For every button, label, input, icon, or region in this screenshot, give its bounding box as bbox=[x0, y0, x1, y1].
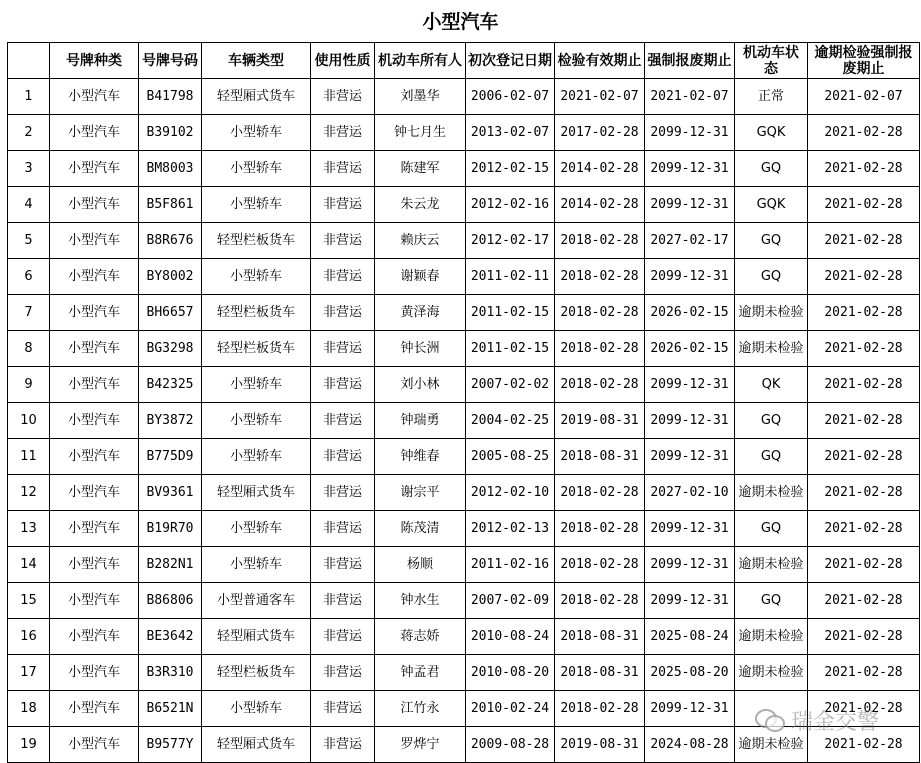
owner-cell: 陈建军 bbox=[375, 151, 466, 187]
table-body bbox=[8, 79, 920, 763]
overdue-scrap-date-cell: 2021-02-28 bbox=[808, 511, 920, 547]
usage-nature-cell: 非营运 bbox=[311, 331, 375, 367]
first-registration-date-cell: 2010-08-24 bbox=[466, 619, 555, 655]
usage-nature-cell: 非营运 bbox=[311, 511, 375, 547]
owner-cell: 钟瑞勇 bbox=[375, 403, 466, 439]
owner-cell: 钟水生 bbox=[375, 583, 466, 619]
first-registration-date-cell: 2012-02-10 bbox=[466, 475, 555, 511]
inspection-valid-until-cell: 2018-08-31 bbox=[555, 619, 645, 655]
first-registration-date-cell: 2010-02-24 bbox=[466, 691, 555, 727]
inspection-valid-until-cell: 2019-08-31 bbox=[555, 727, 645, 763]
row-index-cell: 1 bbox=[8, 79, 50, 115]
vehicle-status-cell: 逾期未检验 bbox=[735, 547, 808, 583]
vehicle-status-cell: 逾期未检验 bbox=[735, 655, 808, 691]
owner-cell: 陈茂清 bbox=[375, 511, 466, 547]
plate-type-cell: 小型汽车 bbox=[50, 223, 139, 259]
row-index-cell: 14 bbox=[8, 547, 50, 583]
row-index-cell: 15 bbox=[8, 583, 50, 619]
plate-type-cell: 小型汽车 bbox=[50, 655, 139, 691]
plate-type-cell: 小型汽车 bbox=[50, 439, 139, 475]
mandatory-scrap-date-cell: 2024-08-28 bbox=[645, 727, 735, 763]
plate-number-cell: B41798 bbox=[139, 79, 202, 115]
vehicle-type-cell: 小型轿车 bbox=[202, 439, 311, 475]
usage-nature-cell: 非营运 bbox=[311, 619, 375, 655]
mandatory-scrap-date-cell: 2099-12-31 bbox=[645, 691, 735, 727]
plate-number-cell: B6521N bbox=[139, 691, 202, 727]
table-row bbox=[8, 475, 920, 511]
column-header bbox=[8, 43, 50, 79]
overdue-scrap-date-cell: 2021-02-28 bbox=[808, 691, 920, 727]
table-row bbox=[8, 403, 920, 439]
vehicle-type-cell: 小型轿车 bbox=[202, 115, 311, 151]
column-header: 机动车状态 bbox=[735, 43, 808, 79]
table-row bbox=[8, 295, 920, 331]
column-header: 机动车所有人 bbox=[375, 43, 466, 79]
inspection-valid-until-cell: 2018-08-31 bbox=[555, 655, 645, 691]
vehicle-type-cell: 轻型栏板货车 bbox=[202, 223, 311, 259]
vehicle-type-cell: 小型轿车 bbox=[202, 259, 311, 295]
plate-number-cell: B9577Y bbox=[139, 727, 202, 763]
inspection-valid-until-cell: 2021-02-07 bbox=[555, 79, 645, 115]
usage-nature-cell: 非营运 bbox=[311, 655, 375, 691]
table-row bbox=[8, 79, 920, 115]
plate-type-cell: 小型汽车 bbox=[50, 691, 139, 727]
inspection-valid-until-cell: 2018-02-28 bbox=[555, 367, 645, 403]
mandatory-scrap-date-cell: 2099-12-31 bbox=[645, 151, 735, 187]
mandatory-scrap-date-cell: 2021-02-07 bbox=[645, 79, 735, 115]
vehicle-type-cell: 轻型厢式货车 bbox=[202, 79, 311, 115]
inspection-valid-until-cell: 2018-02-28 bbox=[555, 475, 645, 511]
inspection-valid-until-cell: 2018-02-28 bbox=[555, 691, 645, 727]
table-row bbox=[8, 727, 920, 763]
plate-number-cell: BY8002 bbox=[139, 259, 202, 295]
vehicle-status-cell: 逾期未检验 bbox=[735, 727, 808, 763]
plate-number-cell: BH6657 bbox=[139, 295, 202, 331]
first-registration-date-cell: 2011-02-15 bbox=[466, 295, 555, 331]
owner-cell: 刘墨华 bbox=[375, 79, 466, 115]
usage-nature-cell: 非营运 bbox=[311, 187, 375, 223]
usage-nature-cell: 非营运 bbox=[311, 547, 375, 583]
row-index-cell: 18 bbox=[8, 691, 50, 727]
overdue-scrap-date-cell: 2021-02-28 bbox=[808, 187, 920, 223]
plate-type-cell: 小型汽车 bbox=[50, 511, 139, 547]
row-index-cell: 5 bbox=[8, 223, 50, 259]
table-row bbox=[8, 583, 920, 619]
usage-nature-cell: 非营运 bbox=[311, 439, 375, 475]
owner-cell: 江竹永 bbox=[375, 691, 466, 727]
vehicle-status-cell: GQ bbox=[735, 511, 808, 547]
first-registration-date-cell: 2009-08-28 bbox=[466, 727, 555, 763]
vehicle-status-cell: 逾期未检验 bbox=[735, 619, 808, 655]
overdue-scrap-date-cell: 2021-02-28 bbox=[808, 223, 920, 259]
row-index-cell: 19 bbox=[8, 727, 50, 763]
usage-nature-cell: 非营运 bbox=[311, 583, 375, 619]
owner-cell: 朱云龙 bbox=[375, 187, 466, 223]
table-row bbox=[8, 151, 920, 187]
overdue-scrap-date-cell: 2021-02-28 bbox=[808, 727, 920, 763]
owner-cell: 钟孟君 bbox=[375, 655, 466, 691]
plate-number-cell: BV9361 bbox=[139, 475, 202, 511]
mandatory-scrap-date-cell: 2099-12-31 bbox=[645, 115, 735, 151]
row-index-cell: 12 bbox=[8, 475, 50, 511]
vehicle-type-cell: 轻型厢式货车 bbox=[202, 475, 311, 511]
overdue-scrap-date-cell: 2021-02-28 bbox=[808, 403, 920, 439]
vehicle-status-cell: GQK bbox=[735, 115, 808, 151]
column-header: 强制报废期止 bbox=[645, 43, 735, 79]
vehicle-status-cell: GQ bbox=[735, 439, 808, 475]
vehicle-type-cell: 小型轿车 bbox=[202, 511, 311, 547]
inspection-valid-until-cell: 2018-02-28 bbox=[555, 547, 645, 583]
inspection-valid-until-cell: 2018-02-28 bbox=[555, 583, 645, 619]
row-index-cell: 16 bbox=[8, 619, 50, 655]
vehicle-status-cell: GQ bbox=[735, 259, 808, 295]
inspection-valid-until-cell: 2018-02-28 bbox=[555, 259, 645, 295]
owner-cell: 杨顺 bbox=[375, 547, 466, 583]
inspection-valid-until-cell: 2019-08-31 bbox=[555, 403, 645, 439]
vehicle-type-cell: 小型轿车 bbox=[202, 403, 311, 439]
row-index-cell: 9 bbox=[8, 367, 50, 403]
plate-number-cell: B86806 bbox=[139, 583, 202, 619]
overdue-scrap-date-cell: 2021-02-07 bbox=[808, 79, 920, 115]
plate-type-cell: 小型汽车 bbox=[50, 367, 139, 403]
overdue-scrap-date-cell: 2021-02-28 bbox=[808, 619, 920, 655]
overdue-scrap-date-cell: 2021-02-28 bbox=[808, 547, 920, 583]
plate-type-cell: 小型汽车 bbox=[50, 187, 139, 223]
first-registration-date-cell: 2005-08-25 bbox=[466, 439, 555, 475]
row-index-cell: 10 bbox=[8, 403, 50, 439]
owner-cell: 谢颖春 bbox=[375, 259, 466, 295]
mandatory-scrap-date-cell: 2099-12-31 bbox=[645, 583, 735, 619]
vehicle-type-cell: 轻型厢式货车 bbox=[202, 727, 311, 763]
plate-type-cell: 小型汽车 bbox=[50, 727, 139, 763]
first-registration-date-cell: 2012-02-16 bbox=[466, 187, 555, 223]
plate-type-cell: 小型汽车 bbox=[50, 475, 139, 511]
overdue-scrap-date-cell: 2021-02-28 bbox=[808, 115, 920, 151]
owner-cell: 刘小林 bbox=[375, 367, 466, 403]
mandatory-scrap-date-cell: 2099-12-31 bbox=[645, 367, 735, 403]
first-registration-date-cell: 2007-02-09 bbox=[466, 583, 555, 619]
row-index-cell: 2 bbox=[8, 115, 50, 151]
vehicle-type-cell: 小型轿车 bbox=[202, 547, 311, 583]
plate-number-cell: BM8003 bbox=[139, 151, 202, 187]
table-row bbox=[8, 619, 920, 655]
first-registration-date-cell: 2004-02-25 bbox=[466, 403, 555, 439]
vehicle-status-cell: 逾期未检验 bbox=[735, 475, 808, 511]
page-title: 小型汽车 bbox=[422, 11, 499, 33]
first-registration-date-cell: 2013-02-07 bbox=[466, 115, 555, 151]
row-index-cell: 3 bbox=[8, 151, 50, 187]
vehicle-status-cell: GQ bbox=[735, 403, 808, 439]
table-row bbox=[8, 691, 920, 727]
inspection-valid-until-cell: 2018-02-28 bbox=[555, 223, 645, 259]
first-registration-date-cell: 2011-02-15 bbox=[466, 331, 555, 367]
plate-number-cell: B19R70 bbox=[139, 511, 202, 547]
vehicle-status-cell: GQ bbox=[735, 151, 808, 187]
table-row bbox=[8, 331, 920, 367]
plate-number-cell: B8R676 bbox=[139, 223, 202, 259]
usage-nature-cell: 非营运 bbox=[311, 295, 375, 331]
overdue-scrap-date-cell: 2021-02-28 bbox=[808, 655, 920, 691]
column-header: 初次登记日期 bbox=[466, 43, 555, 79]
first-registration-date-cell: 2011-02-16 bbox=[466, 547, 555, 583]
vehicle-type-cell: 小型轿车 bbox=[202, 691, 311, 727]
plate-type-cell: 小型汽车 bbox=[50, 619, 139, 655]
first-registration-date-cell: 2012-02-15 bbox=[466, 151, 555, 187]
plate-number-cell: BG3298 bbox=[139, 331, 202, 367]
usage-nature-cell: 非营运 bbox=[311, 151, 375, 187]
vehicle-status-cell: 逾期未检验 bbox=[735, 295, 808, 331]
first-registration-date-cell: 2006-02-07 bbox=[466, 79, 555, 115]
inspection-valid-until-cell: 2014-02-28 bbox=[555, 151, 645, 187]
overdue-scrap-date-cell: 2021-02-28 bbox=[808, 295, 920, 331]
vehicle-table bbox=[7, 42, 920, 763]
vehicle-status-cell bbox=[735, 691, 808, 727]
inspection-valid-until-cell: 2018-08-31 bbox=[555, 439, 645, 475]
plate-number-cell: B775D9 bbox=[139, 439, 202, 475]
table-row bbox=[8, 439, 920, 475]
column-header: 检验有效期止 bbox=[555, 43, 645, 79]
overdue-scrap-date-cell: 2021-02-28 bbox=[808, 439, 920, 475]
row-index-cell: 11 bbox=[8, 439, 50, 475]
plate-type-cell: 小型汽车 bbox=[50, 295, 139, 331]
usage-nature-cell: 非营运 bbox=[311, 79, 375, 115]
owner-cell: 钟长洲 bbox=[375, 331, 466, 367]
inspection-valid-until-cell: 2017-02-28 bbox=[555, 115, 645, 151]
first-registration-date-cell: 2012-02-13 bbox=[466, 511, 555, 547]
owner-cell: 钟维春 bbox=[375, 439, 466, 475]
mandatory-scrap-date-cell: 2025-08-24 bbox=[645, 619, 735, 655]
inspection-valid-until-cell: 2014-02-28 bbox=[555, 187, 645, 223]
plate-type-cell: 小型汽车 bbox=[50, 547, 139, 583]
plate-type-cell: 小型汽车 bbox=[50, 115, 139, 151]
usage-nature-cell: 非营运 bbox=[311, 115, 375, 151]
plate-number-cell: B5F861 bbox=[139, 187, 202, 223]
plate-type-cell: 小型汽车 bbox=[50, 583, 139, 619]
column-header: 号牌种类 bbox=[50, 43, 139, 79]
vehicle-type-cell: 轻型栏板货车 bbox=[202, 331, 311, 367]
table-row bbox=[8, 223, 920, 259]
plate-type-cell: 小型汽车 bbox=[50, 403, 139, 439]
vehicle-status-cell: GQK bbox=[735, 187, 808, 223]
row-index-cell: 17 bbox=[8, 655, 50, 691]
plate-type-cell: 小型汽车 bbox=[50, 259, 139, 295]
row-index-cell: 4 bbox=[8, 187, 50, 223]
plate-number-cell: BE3642 bbox=[139, 619, 202, 655]
mandatory-scrap-date-cell: 2099-12-31 bbox=[645, 511, 735, 547]
overdue-scrap-date-cell: 2021-02-28 bbox=[808, 151, 920, 187]
plate-number-cell: B39102 bbox=[139, 115, 202, 151]
vehicle-status-cell: QK bbox=[735, 367, 808, 403]
usage-nature-cell: 非营运 bbox=[311, 727, 375, 763]
row-index-cell: 8 bbox=[8, 331, 50, 367]
inspection-valid-until-cell: 2018-02-28 bbox=[555, 295, 645, 331]
table-row bbox=[8, 187, 920, 223]
row-index-cell: 13 bbox=[8, 511, 50, 547]
column-header: 车辆类型 bbox=[202, 43, 311, 79]
owner-cell: 罗烨宁 bbox=[375, 727, 466, 763]
plate-type-cell: 小型汽车 bbox=[50, 151, 139, 187]
first-registration-date-cell: 2007-02-02 bbox=[466, 367, 555, 403]
mandatory-scrap-date-cell: 2025-08-20 bbox=[645, 655, 735, 691]
column-header: 逾期检验强制报废期止 bbox=[808, 43, 920, 79]
usage-nature-cell: 非营运 bbox=[311, 259, 375, 295]
mandatory-scrap-date-cell: 2027-02-10 bbox=[645, 475, 735, 511]
mandatory-scrap-date-cell: 2026-02-15 bbox=[645, 295, 735, 331]
mandatory-scrap-date-cell: 2099-12-31 bbox=[645, 439, 735, 475]
usage-nature-cell: 非营运 bbox=[311, 475, 375, 511]
watermark-text: 瑞金交警 bbox=[791, 709, 880, 735]
usage-nature-cell: 非营运 bbox=[311, 691, 375, 727]
owner-cell: 黄泽海 bbox=[375, 295, 466, 331]
vehicle-type-cell: 轻型栏板货车 bbox=[202, 295, 311, 331]
vehicle-status-cell: 逾期未检验 bbox=[735, 331, 808, 367]
plate-type-cell: 小型汽车 bbox=[50, 331, 139, 367]
column-header: 号牌号码 bbox=[139, 43, 202, 79]
overdue-scrap-date-cell: 2021-02-28 bbox=[808, 259, 920, 295]
plate-number-cell: B3R310 bbox=[139, 655, 202, 691]
table-row bbox=[8, 115, 920, 151]
row-index-cell: 6 bbox=[8, 259, 50, 295]
vehicle-status-cell: GQ bbox=[735, 583, 808, 619]
overdue-scrap-date-cell: 2021-02-28 bbox=[808, 331, 920, 367]
table-row bbox=[8, 367, 920, 403]
mandatory-scrap-date-cell: 2099-12-31 bbox=[645, 547, 735, 583]
mandatory-scrap-date-cell: 2026-02-15 bbox=[645, 331, 735, 367]
table-row bbox=[8, 655, 920, 691]
first-registration-date-cell: 2012-02-17 bbox=[466, 223, 555, 259]
vehicle-type-cell: 轻型厢式货车 bbox=[202, 619, 311, 655]
table-row bbox=[8, 547, 920, 583]
owner-cell: 钟七月生 bbox=[375, 115, 466, 151]
inspection-valid-until-cell: 2018-02-28 bbox=[555, 331, 645, 367]
mandatory-scrap-date-cell: 2099-12-31 bbox=[645, 187, 735, 223]
overdue-scrap-date-cell: 2021-02-28 bbox=[808, 583, 920, 619]
table-row bbox=[8, 511, 920, 547]
vehicle-type-cell: 小型轿车 bbox=[202, 187, 311, 223]
table-row bbox=[8, 259, 920, 295]
vehicle-type-cell: 小型轿车 bbox=[202, 367, 311, 403]
usage-nature-cell: 非营运 bbox=[311, 367, 375, 403]
owner-cell: 赖庆云 bbox=[375, 223, 466, 259]
mandatory-scrap-date-cell: 2099-12-31 bbox=[645, 259, 735, 295]
owner-cell: 蒋志娇 bbox=[375, 619, 466, 655]
vehicle-status-cell: 正常 bbox=[735, 79, 808, 115]
vehicle-type-cell: 小型轿车 bbox=[202, 151, 311, 187]
plate-number-cell: BY3872 bbox=[139, 403, 202, 439]
mandatory-scrap-date-cell: 2027-02-17 bbox=[645, 223, 735, 259]
owner-cell: 谢宗平 bbox=[375, 475, 466, 511]
inspection-valid-until-cell: 2018-02-28 bbox=[555, 511, 645, 547]
first-registration-date-cell: 2010-08-20 bbox=[466, 655, 555, 691]
vehicle-type-cell: 轻型栏板货车 bbox=[202, 655, 311, 691]
vehicle-status-cell: GQ bbox=[735, 223, 808, 259]
vehicle-type-cell: 小型普通客车 bbox=[202, 583, 311, 619]
usage-nature-cell: 非营运 bbox=[311, 403, 375, 439]
plate-number-cell: B282N1 bbox=[139, 547, 202, 583]
row-index-cell: 7 bbox=[8, 295, 50, 331]
overdue-scrap-date-cell: 2021-02-28 bbox=[808, 475, 920, 511]
table-header-row bbox=[8, 43, 920, 79]
overdue-scrap-date-cell: 2021-02-28 bbox=[808, 367, 920, 403]
first-registration-date-cell: 2011-02-11 bbox=[466, 259, 555, 295]
plate-type-cell: 小型汽车 bbox=[50, 79, 139, 115]
column-header: 使用性质 bbox=[311, 43, 375, 79]
plate-number-cell: B42325 bbox=[139, 367, 202, 403]
usage-nature-cell: 非营运 bbox=[311, 223, 375, 259]
mandatory-scrap-date-cell: 2099-12-31 bbox=[645, 403, 735, 439]
